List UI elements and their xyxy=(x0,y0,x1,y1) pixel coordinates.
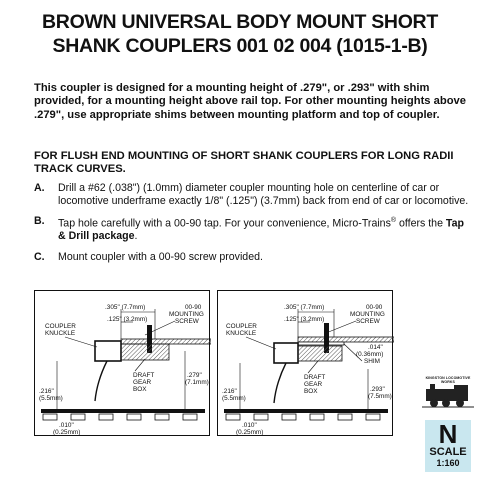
gear-label-3: BOX xyxy=(304,388,318,395)
scale-word: SCALE xyxy=(429,446,467,458)
coupler-knuckle-shape xyxy=(95,341,121,361)
dim-293-label: .293" xyxy=(370,386,385,393)
dim-293-mm-label: (7.5mm) xyxy=(368,393,392,400)
dim-125-label: .125" (3.2mm) xyxy=(107,316,148,323)
rail xyxy=(41,409,205,413)
car-underframe xyxy=(298,337,394,342)
step-a xyxy=(34,182,474,207)
rail xyxy=(224,409,388,413)
gear-label-1: DRAFT xyxy=(133,372,155,379)
gear-label-3: BOX xyxy=(133,386,147,393)
step-c xyxy=(34,251,474,264)
step-letter: A. xyxy=(34,182,45,194)
knuckle-label-2: KNUCKLE xyxy=(45,330,76,337)
page-title xyxy=(0,10,480,58)
step-letter: B. xyxy=(34,215,45,228)
dim-305-label: .305" (7.7mm) xyxy=(105,304,146,311)
dim-010-mm-label: (0.25mm) xyxy=(53,429,81,436)
knuckle-label-1: COUPLER xyxy=(45,323,76,330)
step-text: Mount coupler with a 00-90 screw provided. xyxy=(58,250,263,263)
dim-216-mm-label: (5.5mm) xyxy=(222,395,246,402)
gear-label-2: GEAR xyxy=(304,381,323,388)
dim-010-label: .010" xyxy=(242,422,257,429)
screw-label-2: MOUNTING xyxy=(169,311,204,318)
dim-125-label: .125" (3.2mm) xyxy=(284,316,325,323)
scale-letter: N xyxy=(438,419,458,449)
ties xyxy=(43,414,197,420)
dim-216-mm-label: (5.5mm) xyxy=(39,395,63,402)
car-underframe xyxy=(121,339,211,344)
step-text-part: Tap hole carefully with a 00-90 tap. For your convenience, Micro-Trains xyxy=(58,217,391,230)
screw-label-1: 00-90 xyxy=(185,304,202,311)
title-line-2: SHANK COUPLERS 001 02 004 (1015-1-B) xyxy=(52,35,428,57)
draft-gear-box-shape xyxy=(298,346,342,361)
step-letter: C. xyxy=(34,250,45,263)
screw-label-3: SCREW xyxy=(356,318,380,325)
coupler-knuckle-shape xyxy=(274,343,298,363)
step-b xyxy=(34,215,474,243)
dim-010-label: .010" xyxy=(59,422,74,429)
mounting-diagram-shim xyxy=(217,290,393,436)
section-heading: FOR FLUSH END MOUNTING OF SHORT SHANK COUPLERS FOR LONG RADII TRACK CURVES. xyxy=(34,150,454,176)
locomotive-logo-icon xyxy=(420,379,476,409)
title-line-1: BROWN UNIVERSAL BODY MOUNT SHORT xyxy=(42,11,438,33)
tap-drill-package: Tap & Drill package xyxy=(58,217,464,243)
scale-ratio: 1:160 xyxy=(436,458,460,468)
scale-badge xyxy=(425,420,471,472)
diagram-shim-drawing xyxy=(218,291,394,437)
screw-label-3: SCREW xyxy=(175,318,199,325)
ties xyxy=(226,414,380,420)
knuckle-label-2: KNUCKLE xyxy=(226,330,257,337)
knuckle-label-1: COUPLER xyxy=(226,323,257,330)
dim-279-label: .279" xyxy=(187,372,202,379)
intro-paragraph: This coupler is designed for a mounting height of .279", or .293" with shim provided, for a mounting height above rail top. For other mounting heights above .279", use appropriate shims between mounting platform and top of coupler. xyxy=(34,82,466,121)
dim-279-mm-label: (7.1mm) xyxy=(185,379,209,386)
shim-shape xyxy=(298,342,344,345)
dim-014-label: .014" xyxy=(368,344,383,351)
dim-010-mm-label: (0.25mm) xyxy=(236,429,264,436)
step-text-part: . xyxy=(134,230,138,243)
instruction-steps xyxy=(34,182,474,272)
shim-label: SHIM xyxy=(364,358,380,365)
gear-label-1: DRAFT xyxy=(304,374,326,381)
diagram-standard-drawing xyxy=(35,291,211,437)
mounting-diagram-standard xyxy=(34,290,210,436)
screw-label-2: MOUNTING xyxy=(350,311,385,318)
step-text: Drill a #62 (.038") (1.0mm) diameter coupler mounting hole on centerline of car or locomotive underframe exactly 1/8" (.125") (3.7mm) back from end of car or locomotive. xyxy=(58,182,469,207)
dim-014-mm-label: (0.36mm) xyxy=(356,351,384,358)
dim-216-label: .216" xyxy=(39,388,54,395)
dim-216-label: .216" xyxy=(222,388,237,395)
screw-label-1: 00-90 xyxy=(366,304,383,311)
draft-gear-box-shape xyxy=(121,344,169,360)
dim-305-label: .305" (7.7mm) xyxy=(284,304,325,311)
gear-label-2: GEAR xyxy=(133,379,152,386)
step-text xyxy=(58,215,474,243)
logo-caption: KINGSTON LOCOMOTIVE WORKS xyxy=(425,376,471,384)
step-text-part: offers the xyxy=(396,217,446,230)
registered-mark: ® xyxy=(390,217,397,225)
